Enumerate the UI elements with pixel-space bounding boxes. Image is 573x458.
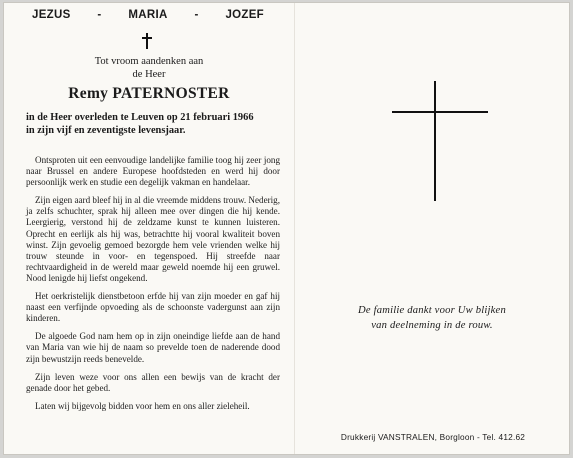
thanks-line-1: De familie dankt voor Uw blijken (358, 305, 506, 316)
biography-paragraph: Ontsproten uit een eenvoudige landelijke familie toog hij zeer jong naar Brussel en andere Europese hoofdsteden en werd hij door persoonlijk werk en studie een degelijk vakman en handelaar. (26, 155, 280, 188)
memory-line-2: de Heer (132, 69, 166, 80)
family-thanks (304, 303, 560, 333)
biography-paragraph: Zijn eigen aard bleef hij in al die vreemde middens trouw. Nederig, ja zelfs schuchter, sprak hij alleen mee over dingen die hij kende. Leergierig, verstond hij de zeldzame kunst te kunnen luisteren. Oprecht en eerlijk als hij was, betrachtte hij vooral kwaliteit boven winst. Zijn gevoelig gemoed bezorgde hem vele vrienden welke hij trouw steunde in voor- en tegenspoed. Hij streefde naar rechtvaardigheid in de wereld maar geweld noemde hij een gruwel. Nood lenigde hij liefst ongekend. (26, 195, 280, 283)
name-jezus: JEZUS (32, 9, 71, 21)
printer-credit: Drukkerij VANSTRALEN, Borgloon - Tel. 412.62 (340, 432, 526, 442)
large-cross-icon (392, 81, 488, 201)
small-cross-icon (142, 33, 152, 49)
memory-heading (4, 55, 294, 81)
death-line-1: in de Heer overleden te Leuven op 21 februari 1966 (26, 112, 254, 123)
separator: - (97, 9, 102, 21)
biography-paragraph: Zijn leven weze voor ons allen een bewijs van de kracht der genade door het gebed. (26, 371, 280, 393)
death-line-2: in zijn vijf en zeventigste levensjaar. (26, 125, 186, 136)
card-fold (294, 3, 295, 454)
holy-names-header (32, 9, 264, 21)
separator: - (194, 9, 199, 21)
name-maria: MARIA (128, 9, 168, 21)
biography (26, 155, 280, 419)
biography-paragraph: Het oerkristelijk dienstbetoon erfde hij van zijn moeder en gaf hij naast een verfijnde opvoeding als de schoonste vadergunst aan zijn kinderen. (26, 291, 280, 324)
deceased-name: Remy PATERNOSTER (68, 85, 230, 102)
memory-line-1: Tot vroom aandenken aan (94, 56, 204, 67)
death-notice (26, 111, 288, 137)
memorial-card (4, 3, 569, 454)
thanks-line-2: van deelneming in de rouw. (371, 320, 493, 331)
biography-paragraph: Laten wij bijgevolg bidden voor hem en ons aller zieleheil. (35, 400, 250, 411)
biography-paragraph: De algoede God nam hem op in zijn oneindige liefde aan de hand van Maria van wie hij de naam so prevelde toen de naderende dood zijn bewustzijn reeds benevelde. (26, 331, 280, 364)
name-jozef: JOZEF (225, 9, 264, 21)
